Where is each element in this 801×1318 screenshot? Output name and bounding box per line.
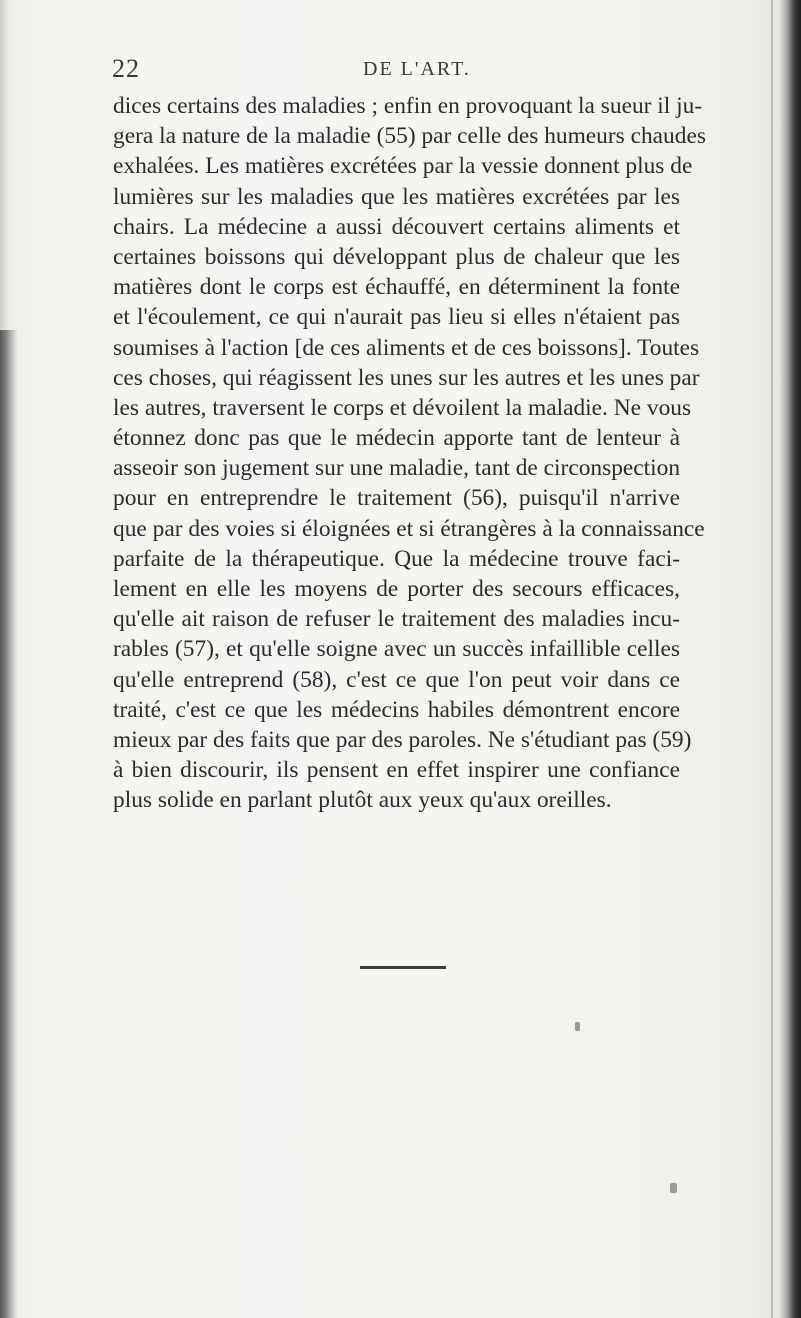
text-line: gera la nature de la maladie (55) par celle des humeurs chaudes (113, 123, 706, 150)
text-line: exhalées. Les matières excrétées par la vessie donnent plus de (113, 153, 693, 180)
text-line: à bien discourir, ils pensent en effet inspirer une confiance (113, 757, 680, 784)
text-line: ces choses, qui réagissent les unes sur les autres et les unes par (113, 364, 700, 391)
text-line: lumières sur les maladies que les matières excrétées par les (113, 183, 680, 210)
text-line: traité, c'est ce que les médecins habiles démontrent encore (113, 696, 680, 723)
scan-border-right (779, 0, 801, 1318)
text-line: qu'elle ait raison de refuser le traitement des maladies incu- (113, 606, 680, 633)
page-number: 22 (112, 54, 140, 83)
text-line: certaines boissons qui développant plus de chaleur que les (113, 243, 680, 270)
body-text (113, 91, 706, 816)
end-rule (360, 966, 446, 969)
page-edge-line (771, 0, 773, 1318)
text-line: dices certains des maladies ; enfin en provoquant la sueur il ju- (113, 93, 703, 119)
text-line: lement en elle les moyens de porter des secours efficaces, (113, 576, 680, 602)
text-line: plus solide en parlant plutôt aux yeux qu'aux oreilles. (113, 787, 612, 814)
text-line: et l'écoulement, ce qui n'aurait pas lieu si elles n'étaient pas (113, 304, 680, 331)
text-line: chairs. La médecine a aussi découvert certains aliments et (113, 213, 680, 240)
text-line: rables (57), et qu'elle soigne avec un succès infaillible celles (113, 636, 680, 663)
text-line: qu'elle entreprend (58), c'est ce que l'on peut voir dans ce (113, 666, 680, 693)
ink-speck (575, 1022, 580, 1031)
text-line: soumises à l'action [de ces aliments et de ces boissons]. Toutes (113, 334, 700, 361)
running-title: DE L'ART. (363, 58, 471, 80)
running-head (0, 52, 801, 86)
text-line: parfaite de la thérapeutique. Que la médecine trouve faci- (113, 545, 680, 572)
text-line: pour en entreprendre le traitement (56), puisqu'il n'arrive (113, 485, 680, 512)
text-line: que par des voies si éloignées et si étrangères à la connaissance (113, 515, 705, 542)
text-line: mieux par des faits que par des paroles. Ne s'étudiant pas (59) (113, 726, 692, 753)
text-line: matières dont le corps est échauffé, en déterminent la fonte (113, 274, 680, 301)
binding-shadow (0, 330, 18, 1318)
binding-shadow-top (0, 0, 10, 330)
text-line: les autres, traversent le corps et dévoilent la maladie. Ne vous (113, 394, 692, 421)
ink-speck (670, 1183, 677, 1193)
text-line: étonnez donc pas que le médecin apporte tant de lenteur à (113, 425, 680, 452)
text-line: asseoir son jugement sur une maladie, tant de circonspection (113, 455, 681, 482)
